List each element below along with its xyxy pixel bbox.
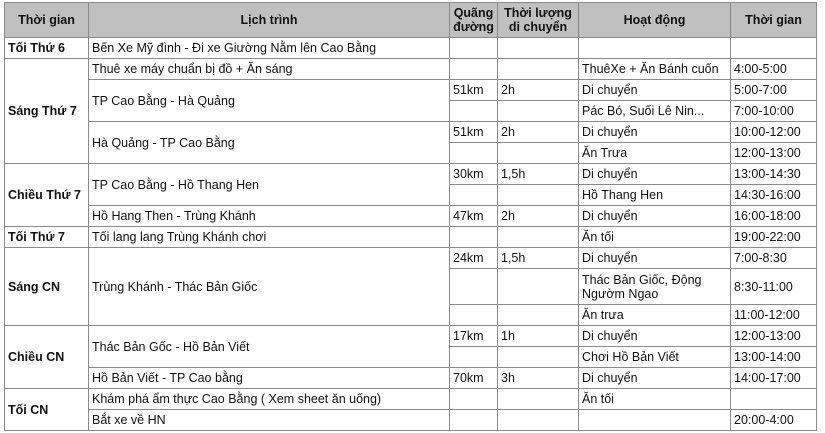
duration-cell[interactable] xyxy=(498,410,579,431)
table-row xyxy=(5,38,817,59)
header-itinerary[interactable]: Lịch trình xyxy=(89,3,450,38)
day-cell[interactable]: Sáng Thứ 7 xyxy=(5,59,89,164)
duration-cell[interactable] xyxy=(498,305,579,326)
day-cell[interactable]: Sáng CN xyxy=(5,248,89,326)
distance-cell[interactable]: 30km xyxy=(450,164,498,185)
distance-cell[interactable] xyxy=(450,185,498,206)
time-cell[interactable]: 13:00-14:00 xyxy=(731,347,817,368)
table-row xyxy=(5,248,817,269)
time-cell[interactable]: 7:00-10:00 xyxy=(731,101,817,122)
time-cell[interactable]: 19:00-22:00 xyxy=(731,227,817,248)
time-cell[interactable]: 20:00-4:00 xyxy=(731,410,817,431)
header-duration-line2: di chuyển xyxy=(508,20,568,34)
distance-cell[interactable]: 70km xyxy=(450,368,498,389)
distance-cell[interactable] xyxy=(450,227,498,248)
duration-cell[interactable] xyxy=(498,59,579,80)
activity-cell[interactable]: Ăn Trưa xyxy=(579,143,731,164)
duration-cell[interactable] xyxy=(498,185,579,206)
table-row xyxy=(5,410,817,431)
route-cell[interactable]: Tối lang lang Trùng Khánh chơi xyxy=(89,227,450,248)
distance-cell[interactable] xyxy=(450,347,498,368)
itinerary-table xyxy=(4,2,817,431)
table-row xyxy=(5,59,817,80)
distance-cell[interactable] xyxy=(450,305,498,326)
distance-cell[interactable]: 47km xyxy=(450,206,498,227)
time-cell[interactable]: 4:00-5:00 xyxy=(731,59,817,80)
activity-cell[interactable]: Di chuyển xyxy=(579,248,731,269)
activity-cell[interactable]: Ăn tối xyxy=(579,389,731,410)
distance-cell[interactable]: 24km xyxy=(450,248,498,269)
time-cell[interactable]: 14:30-16:00 xyxy=(731,185,817,206)
activity-cell[interactable]: Di chuyển xyxy=(579,80,731,101)
activity-cell[interactable]: Ăn tối xyxy=(579,227,731,248)
table-row xyxy=(5,122,817,143)
duration-cell[interactable]: 1,5h xyxy=(498,248,579,269)
time-cell[interactable]: 5:00-7:00 xyxy=(731,80,817,101)
activity-cell[interactable]: Hồ Thang Hen xyxy=(579,185,731,206)
header-time[interactable]: Thời gian xyxy=(731,3,817,38)
time-cell[interactable] xyxy=(731,389,817,410)
activity-cell[interactable]: Di chuyển xyxy=(579,122,731,143)
distance-cell[interactable] xyxy=(450,410,498,431)
duration-cell[interactable]: 3h xyxy=(498,368,579,389)
header-time-of-day[interactable]: Thời gian xyxy=(5,3,89,38)
duration-cell[interactable]: 2h xyxy=(498,122,579,143)
table-row xyxy=(5,389,817,410)
time-cell[interactable]: 10:00-12:00 xyxy=(731,122,817,143)
duration-cell[interactable] xyxy=(498,38,579,59)
duration-cell[interactable]: 2h xyxy=(498,206,579,227)
day-cell[interactable]: Tối CN xyxy=(5,389,89,431)
route-cell[interactable]: Thác Bản Gốc - Hồ Bản Viết xyxy=(89,326,450,368)
time-cell[interactable]: 12:00-13:00 xyxy=(731,326,817,347)
header-row xyxy=(5,3,817,38)
duration-cell[interactable] xyxy=(498,227,579,248)
time-cell[interactable]: 7:00-8:30 xyxy=(731,248,817,269)
day-cell[interactable]: Tối Thứ 6 xyxy=(5,38,89,59)
table-row xyxy=(5,164,817,185)
activity-cell[interactable]: Ăn trưa xyxy=(579,305,731,326)
distance-cell[interactable] xyxy=(450,59,498,80)
table-row xyxy=(5,206,817,227)
route-cell[interactable]: Hồ Bản Viết - TP Cao bằng xyxy=(89,368,450,389)
activity-cell[interactable]: Pác Bó, Suối Lê Nin... xyxy=(579,101,731,122)
table-row xyxy=(5,227,817,248)
route-cell[interactable]: TP Cao Bằng - Hà Quảng xyxy=(89,80,450,122)
duration-cell[interactable] xyxy=(498,347,579,368)
duration-cell[interactable]: 1h xyxy=(498,326,579,347)
duration-cell[interactable]: 1,5h xyxy=(498,164,579,185)
header-duration-line1: Thời lượng xyxy=(504,6,572,20)
route-cell[interactable]: TP Cao Bằng - Hồ Thang Hen xyxy=(89,164,450,206)
time-cell[interactable]: 16:00-18:00 xyxy=(731,206,817,227)
route-cell[interactable]: Bến Xe Mỹ đình - Đi xe Giường Nằm lên Cao Bằng xyxy=(89,38,450,59)
time-cell[interactable] xyxy=(731,38,817,59)
table-row xyxy=(5,368,817,389)
activity-cell[interactable]: ThuêXe + Ăn Bánh cuốn xyxy=(579,59,731,80)
duration-cell[interactable] xyxy=(498,101,579,122)
day-cell[interactable]: Chiều Thứ 7 xyxy=(5,164,89,227)
duration-cell[interactable] xyxy=(498,389,579,410)
activity-cell[interactable]: Di chuyển xyxy=(579,368,731,389)
header-distance[interactable] xyxy=(450,3,498,38)
header-distance-line1: Quãng xyxy=(453,6,494,20)
time-cell[interactable]: 12:00-13:00 xyxy=(731,143,817,164)
distance-cell[interactable] xyxy=(450,143,498,164)
time-cell[interactable]: 8:30-11:00 xyxy=(731,269,817,305)
duration-cell[interactable] xyxy=(498,143,579,164)
table-row xyxy=(5,326,817,347)
route-cell[interactable]: Hồ Hang Then - Trùng Khánh xyxy=(89,206,450,227)
day-cell[interactable]: Tối Thứ 7 xyxy=(5,227,89,248)
activity-cell[interactable]: Thác Bản Giốc, Động Ngườm Ngao xyxy=(579,269,731,305)
header-distance-line2: đường xyxy=(453,20,494,34)
time-cell[interactable]: 13:00-14:30 xyxy=(731,164,817,185)
duration-cell[interactable]: 2h xyxy=(498,80,579,101)
duration-cell[interactable] xyxy=(498,269,579,305)
activity-cell[interactable]: Di chuyển xyxy=(579,326,731,347)
route-cell[interactable]: Hà Quảng - TP Cao Bằng xyxy=(89,122,450,164)
distance-cell[interactable] xyxy=(450,38,498,59)
activity-cell[interactable]: Di chuyển xyxy=(579,164,731,185)
time-cell[interactable]: 14:00-17:00 xyxy=(731,368,817,389)
activity-cell[interactable] xyxy=(579,38,731,59)
day-cell[interactable]: Chiều CN xyxy=(5,326,89,389)
time-cell[interactable]: 11:00-12:00 xyxy=(731,305,817,326)
distance-cell[interactable]: 51km xyxy=(450,122,498,143)
table-row xyxy=(5,80,817,101)
header-duration[interactable] xyxy=(498,3,579,38)
header-activity[interactable]: Hoạt động xyxy=(579,3,731,38)
distance-cell[interactable] xyxy=(450,101,498,122)
activity-cell[interactable]: Chơi Hồ Bản Viết xyxy=(579,347,731,368)
route-cell[interactable]: Khám phá ẩm thực Cao Bằng ( Xem sheet ăn uống) xyxy=(89,389,450,410)
distance-cell[interactable]: 51km xyxy=(450,80,498,101)
activity-cell[interactable] xyxy=(579,410,731,431)
route-cell[interactable]: Thuê xe máy chuẩn bị đồ + Ăn sáng xyxy=(89,59,450,80)
distance-cell[interactable]: 17km xyxy=(450,326,498,347)
distance-cell[interactable] xyxy=(450,389,498,410)
distance-cell[interactable] xyxy=(450,269,498,305)
route-cell[interactable]: Bắt xe về HN xyxy=(89,410,450,431)
route-cell[interactable]: Trùng Khánh - Thác Bản Giốc xyxy=(89,248,450,326)
activity-cell[interactable]: Di chuyển xyxy=(579,206,731,227)
